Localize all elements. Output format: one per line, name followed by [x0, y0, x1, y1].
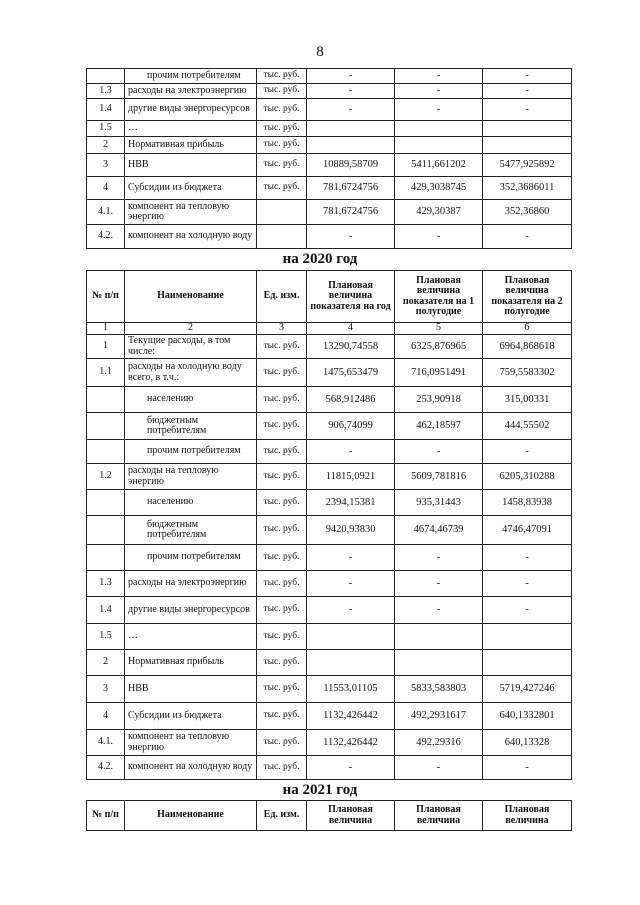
row-name: Субсидии из бюджета	[125, 177, 257, 200]
row-value-year: -	[307, 571, 395, 597]
table-row	[87, 335, 572, 359]
row-value-h1: -	[395, 69, 483, 84]
row-value-h2: 352,3686011	[483, 177, 572, 200]
row-value-h1: -	[395, 99, 483, 121]
table-row	[87, 516, 572, 545]
table-row	[87, 69, 572, 84]
page-number: 8	[316, 44, 324, 60]
row-value-h1: 492,29316	[395, 730, 483, 756]
table-row	[87, 440, 572, 464]
row-name: …	[125, 624, 257, 650]
row-number: 1.4	[87, 597, 125, 624]
row-value-year: -	[307, 597, 395, 624]
row-value-h2: -	[483, 545, 572, 571]
row-name: Текущие расходы, в том числе:	[125, 335, 257, 359]
row-name: населению	[125, 387, 257, 413]
row-name: бюджетным потребителям	[125, 413, 257, 440]
row-value-h2: 315,00331	[483, 387, 572, 413]
row-number	[87, 69, 125, 84]
row-unit: тыс. руб.	[257, 69, 307, 84]
row-number: 4.1.	[87, 730, 125, 756]
row-value-year: 2394,15381	[307, 490, 395, 516]
row-value-year: -	[307, 440, 395, 464]
row-name: бюджетным потребителям	[125, 516, 257, 545]
row-number: 1	[87, 335, 125, 359]
index-cell: 2	[125, 323, 257, 335]
row-value-h1: 429,3038745	[395, 177, 483, 200]
row-value-year: -	[307, 99, 395, 121]
table-row	[87, 464, 572, 490]
table-row	[87, 413, 572, 440]
row-unit: тыс. руб.	[257, 84, 307, 99]
row-value-h2: -	[483, 99, 572, 121]
table-row	[87, 99, 572, 121]
table-row	[87, 490, 572, 516]
section-title-2020: на 2020 год	[282, 251, 358, 267]
row-value-year: 906,74099	[307, 413, 395, 440]
row-name: компонент на тепловую энергию	[125, 730, 257, 756]
row-number	[87, 387, 125, 413]
row-value-year	[307, 624, 395, 650]
row-name: другие виды энергоресурсов	[125, 597, 257, 624]
header-unit: Ед. изм.	[257, 801, 307, 831]
row-value-h1: 462,18597	[395, 413, 483, 440]
row-value-h2: 1458,83938	[483, 490, 572, 516]
row-value-h1: 5609,781816	[395, 464, 483, 490]
row-name: прочим потребителям	[125, 440, 257, 464]
row-unit: тыс. руб.	[257, 545, 307, 571]
row-unit: тыс. руб.	[257, 756, 307, 780]
row-value-h2: -	[483, 225, 572, 249]
row-value-h1	[395, 650, 483, 676]
row-unit: тыс. руб.	[257, 335, 307, 359]
header-col6: Плановая величина показателя на 2 полугодие	[483, 271, 572, 323]
row-name: расходы на холодную воду всего, в т.ч.:	[125, 359, 257, 387]
row-value-h1: 4674,46739	[395, 516, 483, 545]
row-value-h1: 6325,876965	[395, 335, 483, 359]
header-name: Наименование	[125, 271, 257, 323]
row-value-year: -	[307, 84, 395, 99]
row-number: 2	[87, 137, 125, 154]
table-row	[87, 571, 572, 597]
row-value-year: 1132,426442	[307, 730, 395, 756]
row-value-year: 781,6724756	[307, 200, 395, 225]
row-value-year	[307, 650, 395, 676]
row-value-year: -	[307, 545, 395, 571]
row-value-h2: -	[483, 756, 572, 780]
row-number: 1.5	[87, 624, 125, 650]
row-value-year: 1132,426442	[307, 703, 395, 730]
row-unit: тыс. руб.	[257, 650, 307, 676]
table-row	[87, 545, 572, 571]
row-name: прочим потребителям	[125, 545, 257, 571]
row-value-year	[307, 137, 395, 154]
row-number: 4.2.	[87, 225, 125, 249]
row-unit: тыс. руб.	[257, 571, 307, 597]
row-value-h1: 492,2931617	[395, 703, 483, 730]
row-number	[87, 440, 125, 464]
table-row	[87, 387, 572, 413]
row-number	[87, 545, 125, 571]
row-value-h2: -	[483, 69, 572, 84]
row-value-h2: -	[483, 597, 572, 624]
row-value-h2: 6205,310288	[483, 464, 572, 490]
index-row	[87, 323, 572, 335]
table-row	[87, 225, 572, 249]
header-col5: Плановая величина	[395, 801, 483, 831]
row-value-h1: 5411,661202	[395, 154, 483, 177]
row-value-h2: 640,13328	[483, 730, 572, 756]
row-value-h2: -	[483, 440, 572, 464]
table-row	[87, 84, 572, 99]
row-unit: тыс. руб.	[257, 154, 307, 177]
table-row	[87, 200, 572, 225]
row-number: 4.1.	[87, 200, 125, 225]
row-name: компонент на тепловую энергию	[125, 200, 257, 225]
table-row	[87, 177, 572, 200]
table-row	[87, 756, 572, 780]
row-name: Нормативная прибыль	[125, 137, 257, 154]
row-value-h2	[483, 624, 572, 650]
row-value-h2: 6964,868618	[483, 335, 572, 359]
row-value-year: 568,912486	[307, 387, 395, 413]
index-cell: 6	[483, 323, 572, 335]
row-value-h2: 352,36860	[483, 200, 572, 225]
row-name: НВВ	[125, 676, 257, 703]
row-value-year	[307, 121, 395, 137]
table-2021	[86, 800, 572, 831]
row-unit: тыс. руб.	[257, 516, 307, 545]
row-name: НВВ	[125, 154, 257, 177]
row-number: 1.3	[87, 84, 125, 99]
row-name: расходы на электроэнергию	[125, 84, 257, 99]
row-value-h1: -	[395, 225, 483, 249]
row-unit: тыс. руб.	[257, 177, 307, 200]
index-cell: 4	[307, 323, 395, 335]
row-value-year: 11553,01105	[307, 676, 395, 703]
table-row	[87, 650, 572, 676]
table-row	[87, 730, 572, 756]
row-value-h2	[483, 650, 572, 676]
row-unit	[257, 200, 307, 225]
row-unit: тыс. руб.	[257, 137, 307, 154]
row-value-year: 13290,74558	[307, 335, 395, 359]
row-number: 1.5	[87, 121, 125, 137]
section-title-2021: на 2021 год	[282, 782, 358, 798]
table-row	[87, 137, 572, 154]
row-number: 4	[87, 177, 125, 200]
row-number: 4.2.	[87, 756, 125, 780]
header-unit: Ед. изм.	[257, 271, 307, 323]
row-unit: тыс. руб.	[257, 387, 307, 413]
index-cell: 5	[395, 323, 483, 335]
index-cell: 3	[257, 323, 307, 335]
row-value-h2: -	[483, 84, 572, 99]
row-number	[87, 516, 125, 545]
row-name: другие виды энергоресурсов	[125, 99, 257, 121]
row-value-h1: 253,90918	[395, 387, 483, 413]
row-value-h2	[483, 121, 572, 137]
row-value-year: -	[307, 225, 395, 249]
row-value-h1: -	[395, 84, 483, 99]
table-2020	[86, 270, 572, 780]
row-value-h2: 5719,427246	[483, 676, 572, 703]
row-value-h1	[395, 121, 483, 137]
header-name: Наименование	[125, 801, 257, 831]
header-num: № п/п	[87, 271, 125, 323]
row-value-h1: -	[395, 440, 483, 464]
row-number	[87, 490, 125, 516]
header-col5: Плановая величина показателя на 1 полугодие	[395, 271, 483, 323]
row-unit: тыс. руб.	[257, 490, 307, 516]
row-name: расходы на электроэнергию	[125, 571, 257, 597]
row-unit: тыс. руб.	[257, 703, 307, 730]
header-col4: Плановая величина показателя на год	[307, 271, 395, 323]
row-value-h1: -	[395, 756, 483, 780]
row-name: Субсидии из бюджета	[125, 703, 257, 730]
row-number: 1.4	[87, 99, 125, 121]
row-value-h1: 5833,583803	[395, 676, 483, 703]
row-unit: тыс. руб.	[257, 359, 307, 387]
row-value-h2: 4746,47091	[483, 516, 572, 545]
row-value-h2: 759,5583302	[483, 359, 572, 387]
row-value-year: -	[307, 69, 395, 84]
row-value-h1: 935,31443	[395, 490, 483, 516]
row-number	[87, 413, 125, 440]
row-name: …	[125, 121, 257, 137]
row-number: 1.3	[87, 571, 125, 597]
table-row	[87, 597, 572, 624]
row-number: 3	[87, 676, 125, 703]
row-value-h2: 640,1332801	[483, 703, 572, 730]
row-unit: тыс. руб.	[257, 597, 307, 624]
row-value-year: 11815,0921	[307, 464, 395, 490]
row-number: 4	[87, 703, 125, 730]
row-unit: тыс. руб.	[257, 440, 307, 464]
row-value-h2: -	[483, 571, 572, 597]
row-name: прочим потребителям	[125, 69, 257, 84]
row-value-h1: 716,0951491	[395, 359, 483, 387]
row-value-h2: 5477,925892	[483, 154, 572, 177]
row-value-year: 1475,653479	[307, 359, 395, 387]
table-row	[87, 121, 572, 137]
row-value-year: -	[307, 756, 395, 780]
header-num: № п/п	[87, 801, 125, 831]
row-number: 1.1	[87, 359, 125, 387]
row-value-h1: -	[395, 597, 483, 624]
row-number: 3	[87, 154, 125, 177]
row-unit: тыс. руб.	[257, 730, 307, 756]
row-value-h1: -	[395, 571, 483, 597]
row-value-h1	[395, 137, 483, 154]
table-row	[87, 676, 572, 703]
row-name: расходы на тепловую энергию	[125, 464, 257, 490]
table-row	[87, 359, 572, 387]
row-value-h1: 429,30387	[395, 200, 483, 225]
index-cell: 1	[87, 323, 125, 335]
table-row	[87, 624, 572, 650]
header-col6: Плановая величина	[483, 801, 572, 831]
row-value-h1: -	[395, 545, 483, 571]
table-2019-continued	[86, 68, 572, 249]
row-unit	[257, 225, 307, 249]
row-number: 1.2	[87, 464, 125, 490]
row-value-h2: 444,55502	[483, 413, 572, 440]
row-value-year: 10889,58709	[307, 154, 395, 177]
table-row	[87, 703, 572, 730]
row-number: 2	[87, 650, 125, 676]
row-unit: тыс. руб.	[257, 676, 307, 703]
row-value-year: 9420,93830	[307, 516, 395, 545]
row-unit: тыс. руб.	[257, 413, 307, 440]
row-name: Нормативная прибыль	[125, 650, 257, 676]
row-name: населению	[125, 490, 257, 516]
table-row	[87, 154, 572, 177]
row-unit: тыс. руб.	[257, 99, 307, 121]
row-name: компонент на холодную воду	[125, 756, 257, 780]
row-value-h1	[395, 624, 483, 650]
row-unit: тыс. руб.	[257, 121, 307, 137]
header-col4: Плановая величина	[307, 801, 395, 831]
row-unit: тыс. руб.	[257, 624, 307, 650]
row-value-h2	[483, 137, 572, 154]
row-value-year: 781,6724756	[307, 177, 395, 200]
row-name: компонент на холодную воду	[125, 225, 257, 249]
row-unit: тыс. руб.	[257, 464, 307, 490]
